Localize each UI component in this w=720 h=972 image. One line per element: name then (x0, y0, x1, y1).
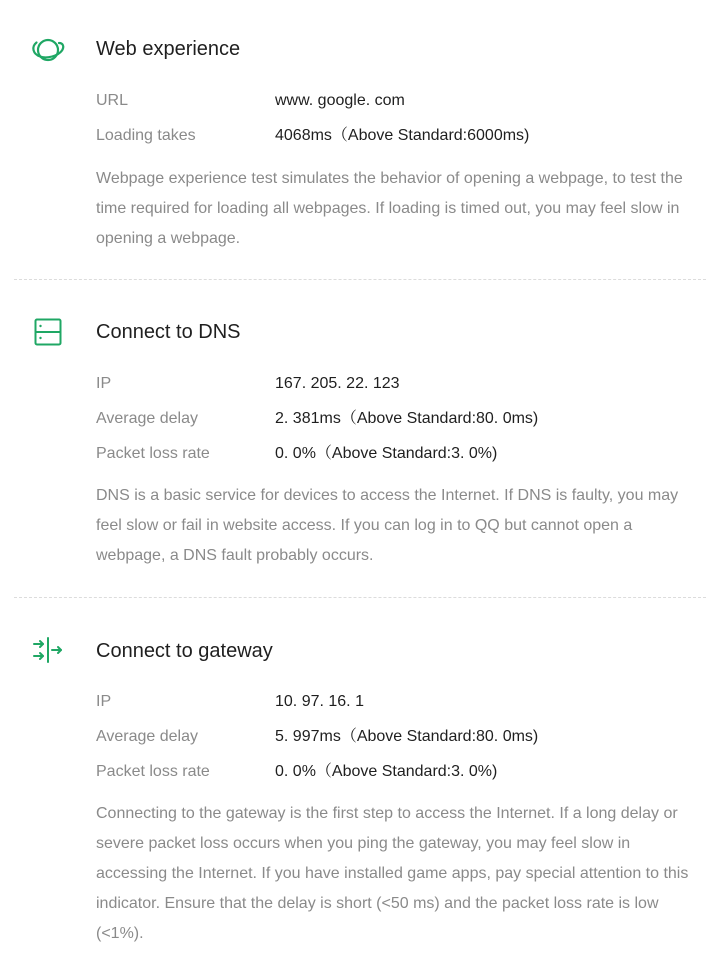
row-label: Packet loss rate (96, 763, 210, 780)
row-value: 4068ms（Above Standard:6000ms) (275, 127, 530, 144)
section-description: Connecting to the gateway is the first step to access the Internet. If a long delay or severe packet loss occurs when you ping the gateway, you may feel slow in accessing the Internet. If you have installed game apps, pay special attention to this indicator. Ensure that the delay is short (<50 ms) and the packet loss rate is low (<1%). (96, 805, 689, 942)
row-label: Average delay (96, 728, 198, 745)
row-label: Loading takes (96, 127, 196, 144)
server-icon (30, 314, 66, 350)
row-value: www. google. com (275, 92, 405, 109)
section-divider (14, 279, 706, 280)
row-value: 2. 381ms（Above Standard:80. 0ms) (275, 410, 539, 427)
gateway-arrows-icon (30, 632, 66, 668)
section-description: Webpage experience test simulates the behavior of opening a webpage, to test the time required for loading all webpages. If loading is timed out, you may feel slow in opening a webpage. (96, 170, 683, 247)
row-label: Average delay (96, 410, 198, 427)
section-title: Connect to DNS (96, 321, 241, 343)
section-title: Web experience (96, 38, 241, 60)
section-divider (14, 597, 706, 598)
planet-icon (30, 32, 66, 68)
row-value: 167. 205. 22. 123 (275, 375, 400, 392)
row-value: 0. 0%（Above Standard:3. 0%) (275, 763, 498, 780)
row-label: URL (96, 92, 129, 109)
row-value: 5. 997ms（Above Standard:80. 0ms) (275, 728, 539, 745)
section-description: DNS is a basic service for devices to access the Internet. If DNS is faulty, you may feel slow or fail in website access. If you can log in to QQ but cannot open a webpage, a DNS fault probably occurs. (96, 487, 679, 564)
row-label: IP (96, 375, 112, 392)
section-title: Connect to gateway (96, 640, 273, 662)
row-value: 10. 97. 16. 1 (275, 693, 364, 710)
row-label: IP (96, 693, 112, 710)
row-label: Packet loss rate (96, 445, 210, 462)
row-value: 0. 0%（Above Standard:3. 0%) (275, 445, 498, 462)
